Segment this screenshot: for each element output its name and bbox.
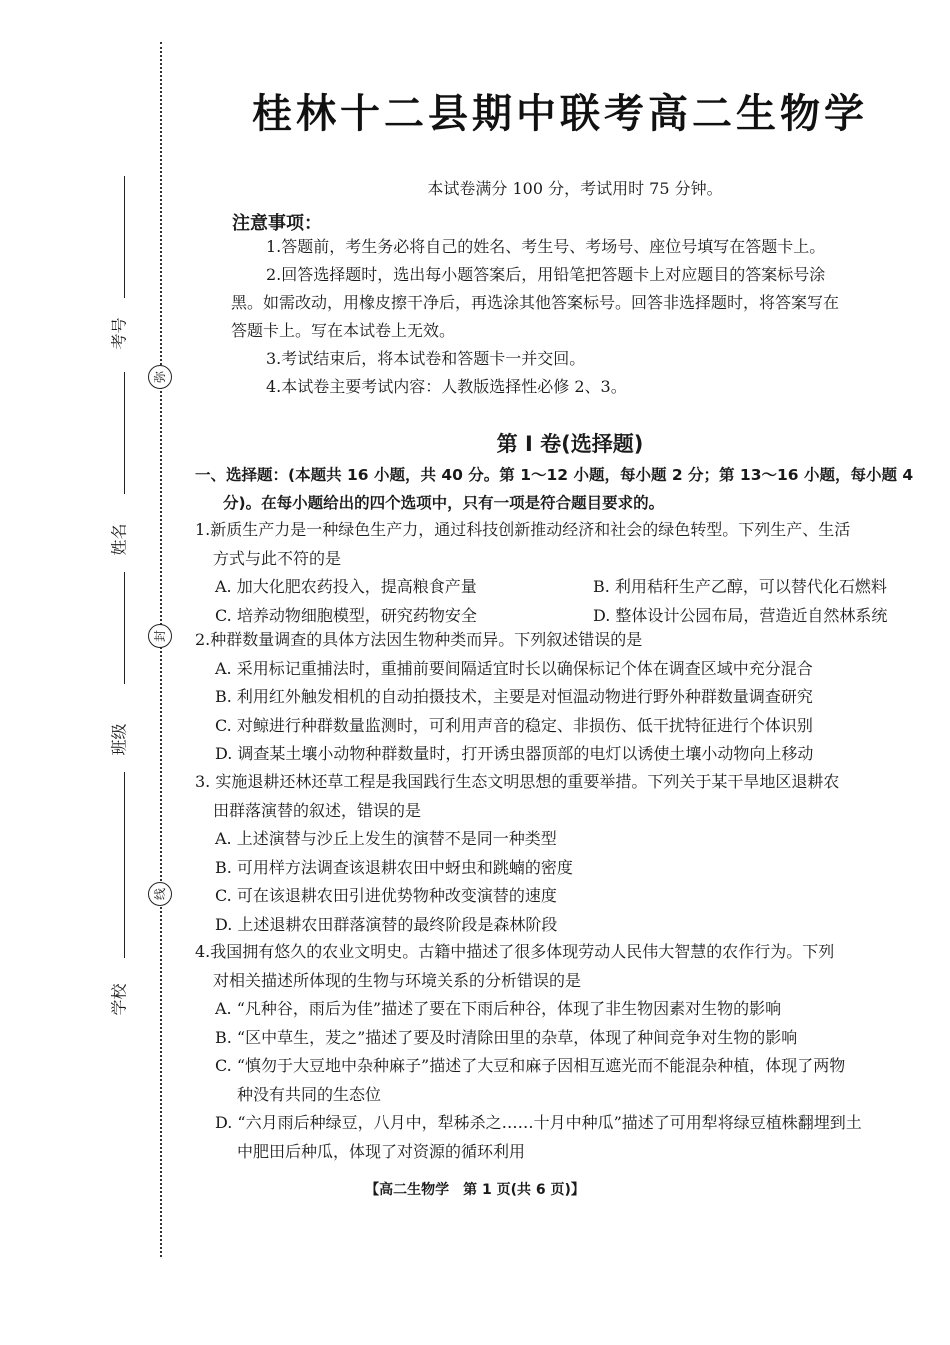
notice-item: 黑。如需改动，用橡皮擦干净后，再选涂其他答案标号。回答非选择题时，将答案写在 xyxy=(231,293,840,312)
option-c: C. 可在该退耕农田引进优势物种改变演替的速度 xyxy=(215,886,557,905)
option-b: B. 利用秸秆生产乙醇，可以替代化石燃料 xyxy=(593,577,887,596)
notice-item: 1.答题前，考生务必将自己的姓名、考生号、考场号、座位号填写在答题卡上。 xyxy=(266,237,826,256)
question-stem-cont: 田群落演替的叙述，错误的是 xyxy=(213,800,422,820)
option-a: A. 加大化肥农药投入，提高粮食产量 xyxy=(215,577,477,596)
option-a: A. “凡种谷，雨后为佳”描述了要在下雨后种谷，体现了非生物因素对生物的影响 xyxy=(215,999,782,1018)
option-a: A. 上述演替与沙丘上发生的演替不是同一种类型 xyxy=(215,829,557,848)
option-c: C. 对鲸进行种群数量监测时，可利用声音的稳定、非损伤、低干扰特征进行个体识别 xyxy=(215,715,813,735)
question-3 xyxy=(195,768,945,939)
question-4 xyxy=(195,938,945,1166)
part-title: 第 Ⅰ 卷(选择题) xyxy=(496,432,644,456)
notice-item: 3.考试结束后，将本试卷和答题卡一并交回。 xyxy=(266,349,586,368)
question-1 xyxy=(195,516,945,630)
option-b: B. “区中草生，茇之”描述了要及时清除田里的杂草，体现了种间竞争对生物的影响 xyxy=(215,1027,798,1047)
notice-item: 答题卡上。写在本试卷上无效。 xyxy=(231,321,456,340)
name-label: 姓名 xyxy=(109,523,129,556)
option-c: C. 培养动物细胞模型，研究药物安全 xyxy=(215,605,477,625)
notice-item: 2.回答选择题时，选出每小题答案后，用铅笔把答题卡上对应题目的答案标号涂 xyxy=(266,265,826,284)
option-b: B. 利用红外触发相机的自动拍摄技术，主要是对恒温动物进行野外种群数量调查研究 xyxy=(215,687,813,706)
option-d: D. 上述退耕农田群落演替的最终阶段是森林阶段 xyxy=(215,914,558,934)
class-label: 班级 xyxy=(109,723,129,756)
notice-item: 4.本试卷主要考试内容：人教版选择性必修 2、3。 xyxy=(266,377,627,396)
seal-char-mi: 弥 xyxy=(148,365,172,389)
option-d: D. 调查某土壤小动物种群数量时，打开诱虫器顶部的电灯以诱使土壤小动物向上移动 xyxy=(215,744,814,763)
question-stem: 1.新质生产力是一种绿色生产力，通过科技创新推动经济和社会的绿色转型。下列生产、生活 xyxy=(195,520,851,539)
question-stem-cont: 对相关描述所体现的生物与环境关系的分析错误的是 xyxy=(213,970,582,990)
option-d: D. “六月雨后种绿豆，八月中，犁秭杀之……十月中种瓜”描述了可用犁将绿豆植株翻埋到土 xyxy=(215,1113,862,1132)
binding-dotted-line xyxy=(160,42,162,1257)
option-b: B. 可用样方法调查该退耕农田中蚜虫和跳蝻的密度 xyxy=(215,857,573,877)
seal-char-feng: 封 xyxy=(148,624,172,648)
option-d-cont: 中肥田后种瓜，体现了对资源的循环利用 xyxy=(237,1141,526,1161)
question-stem: 3. 实施退耕还林还草工程是我国践行生态文明思想的重要举措。下列关于某干旱地区退耕农 xyxy=(195,772,840,791)
notice-list xyxy=(231,233,903,401)
question-stem-cont: 方式与此不符的是 xyxy=(213,548,342,568)
option-c: C. “慎勿于大豆地中杂种麻子”描述了大豆和麻子因相互遮光而不能混杂种植，体现了两物 xyxy=(215,1056,846,1075)
option-row xyxy=(195,573,945,602)
page-title: 桂林十二县期中联考高二生物学 xyxy=(252,91,868,137)
section-heading-line1: 一、选择题：(本题共 16 小题，共 40 分。第 1～12 小题，每小题 2 分；第 13～16 小题，每小题 4 xyxy=(195,466,914,484)
question-stem: 4.我国拥有悠久的农业文明史。古籍中描述了很多体现劳动人民伟大智慧的农作行为。下列 xyxy=(195,942,835,961)
page-footer: 【高二生物学 第 1 页(共 6 页)】 xyxy=(365,1182,585,1198)
class-line xyxy=(124,772,125,958)
option-c-cont: 种没有共同的生态位 xyxy=(237,1084,382,1104)
seal-char-xian: 线 xyxy=(148,882,172,906)
name-line xyxy=(124,572,125,684)
notice-heading: 注意事项： xyxy=(232,213,322,234)
section-heading-line2: 分)。在每小题给出的四个选项中，只有一项是符合题目要求的。 xyxy=(223,494,665,512)
option-a: A. 采用标记重捕法时，重捕前要间隔适宜时长以确保标记个体在调查区域中充分混合 xyxy=(215,658,813,678)
option-d: D. 整体设计公园布局，营造近自然林系统 xyxy=(593,605,888,625)
exam-number-label: 考号 xyxy=(109,317,129,350)
section-heading xyxy=(195,461,940,517)
question-stem: 2.种群数量调查的具体方法因生物种类而异。下列叙述错误的是 xyxy=(195,630,643,649)
exam-info: 本试卷满分 100 分，考试用时 75 分钟。 xyxy=(427,179,723,198)
question-2 xyxy=(195,626,945,769)
school-label: 学校 xyxy=(109,983,129,1016)
